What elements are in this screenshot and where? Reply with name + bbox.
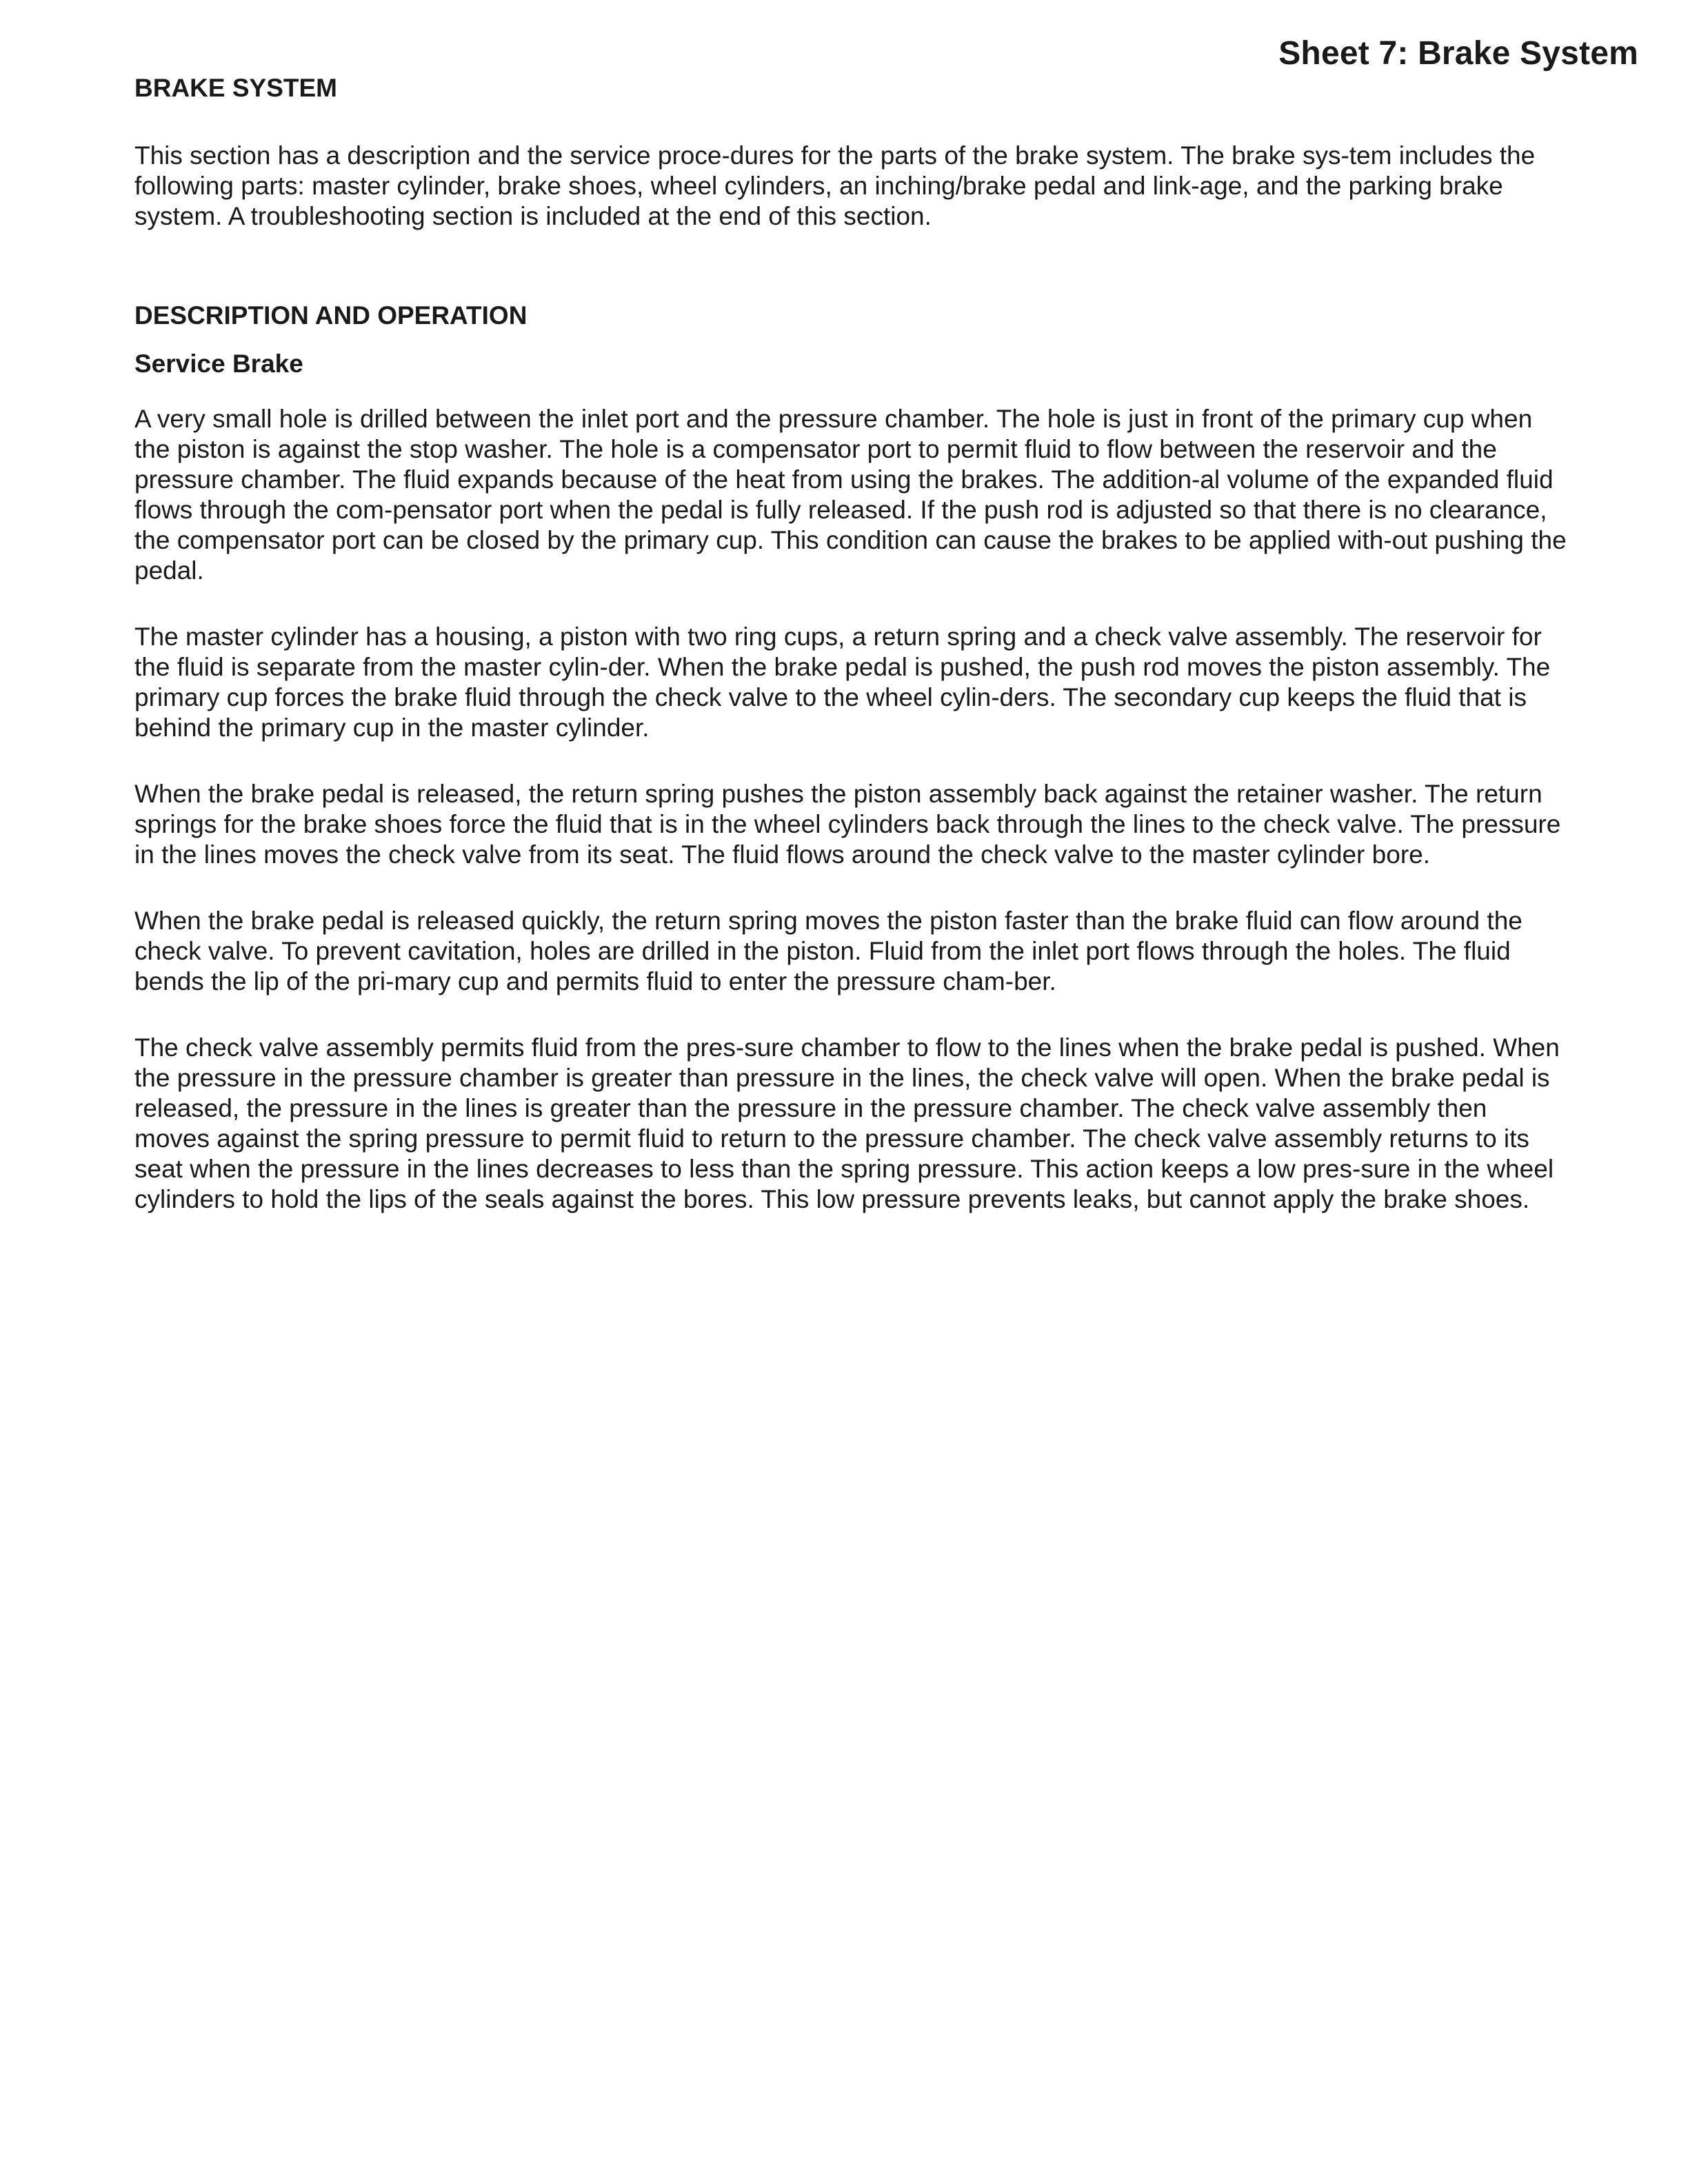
intro-paragraph: This section has a description and the service proce-dures for the parts of the brake system. The brake sys-tem includes the following parts: master cylinder, brake shoes, wheel cylinders, an inching/brake pedal and link-age, and the parking brake system. A troubleshooting section is included at the end of this section. bbox=[134, 141, 1536, 230]
paragraph-compensator-port: A very small hole is drilled between the inlet port and the pressure chamber. The hole is just in front of the primary cup when the piston is against the stop washer. The hole is a compensator port to permit fluid to flow between the reservoir and the pressure chamber. The fluid expands because of the heat from using the brakes. The addition-al volume of the expanded fluid flows through the com-pensator port when the pedal is fully released. If the push rod is adjusted so that there is no clearance, the compensator port can be closed by the primary cup. This condition can cause the brakes to be applied with-out pushing the pedal. bbox=[134, 405, 1567, 585]
paragraph-pedal-released: When the brake pedal is released, the return spring pushes the piston assembly back against the retainer washer. The return springs for the brake shoes force the fluid that is in the wheel cylinders back through the lines to the check valve. The pressure in the lines moves the check valve from its seat. The fluid flows around the check valve to the master cylinder bore. bbox=[134, 780, 1561, 869]
document-body bbox=[134, 73, 1569, 1251]
paragraph-check-valve: The check valve assembly permits fluid from the pres-sure chamber to flow to the lines when the brake pedal is pushed. When the pressure in the pressure chamber is greater than pressure in the lines, the check valve will open. When the brake pedal is released, the pressure in the lines is greater than the pressure in the pressure chamber. The check valve assembly then moves against the spring pressure to permit fluid to return to the pressure chamber. The check valve assembly returns to its seat when the pressure in the lines decreases to less than the spring pressure. This action keeps a low pres-sure in the wheel cylinders to hold the lips of the seals against the bores. This low pressure prevents leaks, but cannot apply the brake shoes. bbox=[134, 1033, 1560, 1213]
section-title: BRAKE SYSTEM bbox=[134, 74, 337, 102]
sheet-title: Sheet 7: Brake System bbox=[1278, 35, 1638, 72]
description-heading: DESCRIPTION AND OPERATION bbox=[134, 301, 528, 330]
paragraph-master-cylinder: The master cylinder has a housing, a piston with two ring cups, a return spring and a check valve assembly. The reservoir for the fluid is separate from the master cylin-der. When the brake pedal is pushed, the push rod moves the piston assembly. The primary cup forces the brake fluid through the check valve to the wheel cylin-ders. The secondary cup keeps the fluid that is behind the primary cup in the master cylinder. bbox=[134, 623, 1551, 742]
paragraph-pedal-released-quickly: When the brake pedal is released quickly, the return spring moves the piston faster than the brake fluid can flow around the check valve. To prevent cavitation, holes are drilled in the piston. Fluid from the inlet port flows through the holes. The fluid bends the lip of the pri-mary cup and permits fluid to enter the pressure cham-ber. bbox=[134, 907, 1523, 995]
service-brake-subheading: Service Brake bbox=[134, 350, 303, 378]
